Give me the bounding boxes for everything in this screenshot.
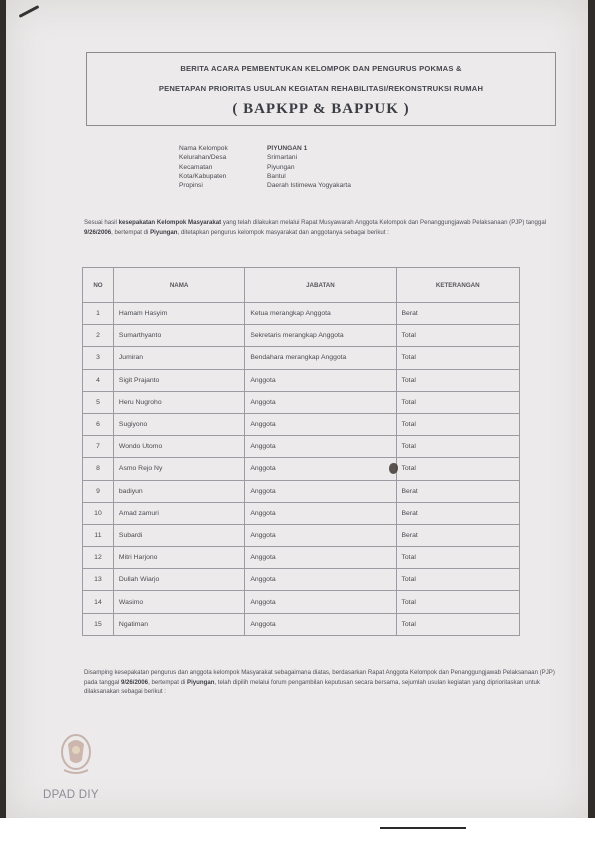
info-label: Kelurahan/Desa [179,154,227,162]
cell-jabatan: Bendahara merangkap Anggota [245,347,396,369]
cell-nama: Sugiyono [113,413,244,435]
cell-jabatan: Anggota [245,458,396,480]
cell-no: 7 [83,436,114,458]
cell-jabatan: Anggota [245,524,396,546]
cell-nama: Dullah Wiarjo [113,569,244,591]
table-row [83,413,520,435]
scan-bottom-margin [0,818,595,842]
table-row [83,347,520,369]
cell-nama: Wondo Utomo [113,436,244,458]
cell-jabatan: Anggota [245,391,396,413]
cell-no: 3 [83,347,114,369]
cell-no: 6 [83,413,114,435]
table-header-row [83,268,520,303]
document-page [6,0,588,818]
cell-keterangan: Total [396,591,520,613]
info-value: Daerah Istimewa Yogyakarta [267,182,351,190]
cell-jabatan: Ketua merangkap Anggota [245,303,396,325]
intro-text: , bertempat di [111,228,151,236]
cell-nama: Asmo Rejo Ny [113,458,244,480]
table-row [83,369,520,391]
intro-paragraph [84,218,562,237]
cell-keterangan: Total [396,458,520,480]
cell-keterangan: Total [396,369,520,391]
info-value: Srimartani [267,154,298,162]
intro-bold: kesepakatan Kelompok Masyarakat [118,219,222,226]
cell-jabatan: Anggota [245,613,396,635]
cell-jabatan: Sekretaris merangkap Anggota [245,325,396,347]
members-table [82,267,520,636]
cell-keterangan: Total [396,347,520,369]
header-keterangan: KETERANGAN [396,268,520,303]
table-body [83,303,520,636]
cell-no: 4 [83,369,114,391]
cell-jabatan: Anggota [245,569,396,591]
table-row [83,613,520,635]
info-value: Bantul [267,172,286,180]
info-label: Nama Kelompok [179,145,228,152]
watermark: DPAD DIY [43,789,99,801]
cell-nama: Sigit Prajanto [113,369,244,391]
cell-jabatan: Anggota [245,591,396,613]
cell-no: 2 [83,325,114,347]
title-box [86,52,556,126]
cell-no: 12 [83,547,114,569]
cell-keterangan: Total [396,413,520,435]
info-value: PIYUNGAN 1 [267,145,308,152]
cell-nama: Hamam Hasyim [113,303,244,325]
closing-text: , telah dipilih melalui forum pengambilan keputusan secara bersama, sejumlah usulan kegiatan yang diprioritaskan untuk dilaksanakan sebagai berikut : [84,678,540,695]
cell-jabatan: Anggota [245,436,396,458]
cell-no: 13 [83,569,114,591]
table-row [83,547,520,569]
info-value: Piyungan [267,163,295,171]
cell-no: 14 [83,591,114,613]
cell-nama: Jumiran [113,347,244,369]
intro-date: 9/26/2006 [84,228,112,236]
closing-place: Piyungan [187,678,215,686]
cell-no: 11 [83,524,114,546]
table-row [83,436,520,458]
cell-no: 10 [83,502,114,524]
cell-no: 8 [83,458,114,480]
cell-keterangan: Berat [396,303,520,325]
table-row [83,325,520,347]
bottom-rule [380,827,466,829]
cell-keterangan: Berat [396,502,520,524]
table-row [83,569,520,591]
pen-mark [19,5,40,18]
table-row [83,391,520,413]
cell-keterangan: Total [396,436,520,458]
cell-nama: badiyun [113,480,244,502]
title-line-1: BERITA ACARA PEMBENTUKAN KELOMPOK DAN PENGURUS POKMAS & [180,64,462,73]
cell-keterangan: Total [396,325,520,347]
cell-nama: Ngatiman [113,613,244,635]
cell-nama: Sumarthyanto [113,325,244,347]
cell-nama: Wasimo [113,591,244,613]
cell-jabatan: Anggota [245,502,396,524]
intro-text: , ditetapkan pengurus kelompok masyarakat dan anggotanya sebagai berikut : [177,228,389,236]
info-label: Propinsi [179,182,203,190]
table-row [83,480,520,502]
cell-keterangan: Total [396,391,520,413]
table-row [83,524,520,546]
cell-nama: Amad zamuri [113,502,244,524]
closing-paragraph [84,668,562,697]
cell-nama: Mitri Harjono [113,547,244,569]
intro-text: Sesuai hasil [84,219,119,226]
cell-jabatan: Anggota [245,369,396,391]
info-label: Kota/Kabupaten [179,172,227,180]
closing-text: Disamping kesepakatan pengurus dan anggota kelompok Masyarakat sebagaimana diatas, berdasarkan Rapat Anggota Kelompok dan Penanggungjawab Pelaksanaan (PJP) pada tanggal [84,669,555,686]
title-line-2: PENETAPAN PRIORITAS USULAN KEGIATAN REHABILITASI/REKONSTRUKSI RUMAH [158,84,484,93]
table-row [83,502,520,524]
info-label: Kecamatan [179,163,213,171]
header-jabatan: JABATAN [245,268,396,303]
cell-keterangan: Total [396,613,520,635]
cell-jabatan: Anggota [245,480,396,502]
cell-keterangan: Berat [396,480,520,502]
intro-text: yang telah dilakukan melalui Rapat Musyawarah Anggota Kelompok dan Penanggungjawab Pelaksanaan (PJP) tanggal [221,219,547,226]
cell-jabatan: Anggota [245,413,396,435]
cell-no: 9 [83,480,114,502]
cell-no: 15 [83,613,114,635]
intro-place: Piyungan [150,228,178,236]
title-line-3: ( BAPKPP & BAPPUK ) [232,101,410,117]
table-row [83,303,520,325]
cell-keterangan: Berat [396,524,520,546]
cell-nama: Heru Nugroho [113,391,244,413]
table-row [83,591,520,613]
closing-date: 9/26/2006 [120,678,149,686]
table-row [83,458,520,480]
cell-nama: Subardi [113,524,244,546]
cell-keterangan: Total [396,547,520,569]
cell-jabatan: Anggota [245,547,396,569]
crest-seal-icon [56,730,96,778]
cell-no: 5 [83,391,114,413]
closing-text: , bertempat di [148,678,188,686]
cell-keterangan: Total [396,569,520,591]
header-nama: NAMA [113,268,244,303]
cell-no: 1 [83,303,114,325]
header-no: NO [83,268,114,303]
